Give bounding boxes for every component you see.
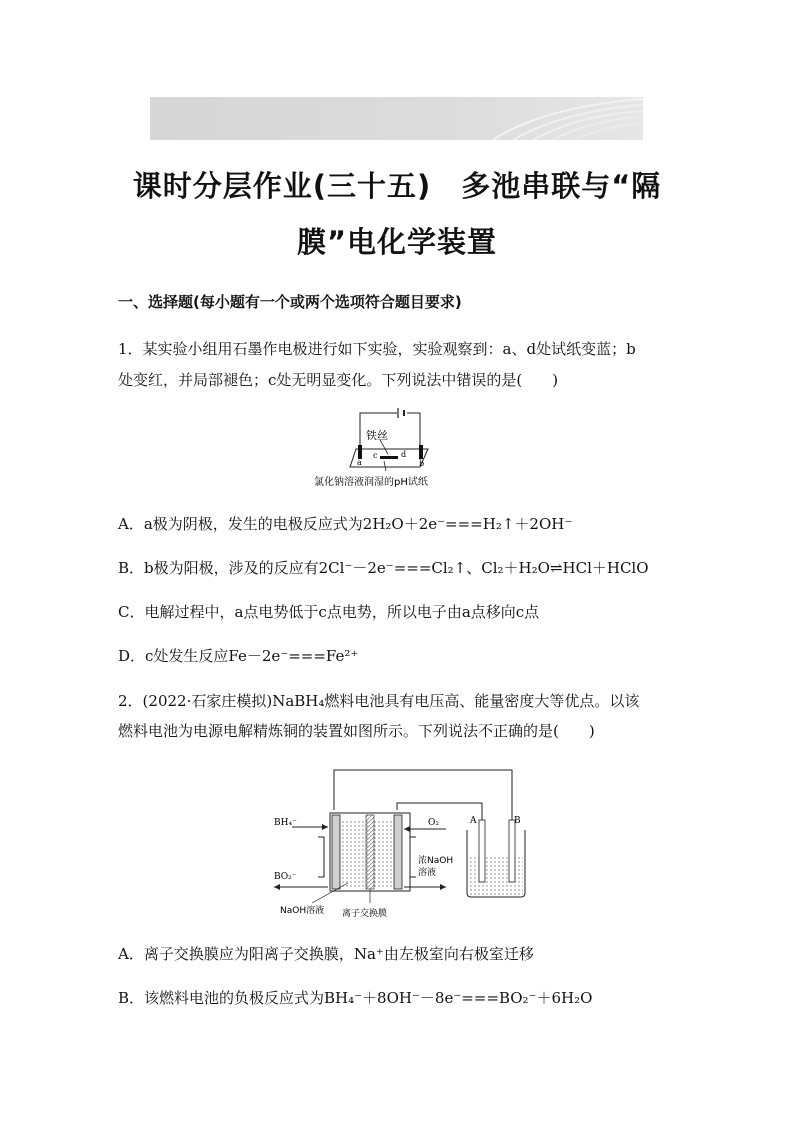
q1-fig-label-b: b <box>419 459 425 468</box>
q1-fig-label-c: c <box>373 451 378 460</box>
q2-stem-line1: 2．(2022·石家庄模拟)NaBH₄燃料电池具有电压高、能量密度大等优点。以该 <box>118 692 640 710</box>
q1-option-a: A．a极为阴极，发生的电极反应式为2H₂O＋2e⁻===H₂↑＋2OH⁻ <box>118 515 573 533</box>
page-title-line2: 膜”电化学装置 <box>296 225 498 259</box>
q2-option-b: B．该燃料电池的负极反应式为BH₄⁻＋8OH⁻－8e⁻===BO₂⁻＋6H₂O <box>118 989 593 1007</box>
q1-fig-caption: 氯化钠溶液润湿的pH试纸 <box>314 477 428 488</box>
q1-fig-iron-wire-label: 铁丝 <box>366 429 388 442</box>
q2-option-a: A．离子交换膜应为阳离子交换膜，Na⁺由左极室向右极室迁移 <box>118 945 534 963</box>
q1-electrolysis-figure <box>300 405 480 490</box>
page-title-line1: 课时分层作业(三十五) 多池串联与“隔 <box>132 169 662 203</box>
q2-fig-solution-label: 溶液 <box>418 868 437 878</box>
q2-fuel-cell-figure <box>262 765 537 925</box>
q1-option-c: C．电解过程中，a点电势低于c点电势，所以电子由a点移向c点 <box>118 603 540 621</box>
header-banner <box>150 97 643 140</box>
banner-swoosh-decoration <box>483 97 643 140</box>
q1-fig-label-a: a <box>357 458 362 467</box>
q1-stem-line1: 1．某实验小组用石墨作电极进行如下实验，实验观察到：a、d处试纸变蓝；b <box>118 340 636 358</box>
q2-fig-bh4-label: BH₄⁻ <box>274 818 297 828</box>
q2-fig-electrode-b-label: B <box>514 816 521 826</box>
q2-fig-bo2-label: BO₂⁻ <box>274 872 297 882</box>
q2-fig-electrode-a-label: A <box>470 816 477 826</box>
q2-stem-line2: 燃料电池为电源电解精炼铜的装置如图所示。下列说法不正确的是( ) <box>118 722 595 740</box>
q1-fig-label-d: d <box>401 450 407 459</box>
q2-fig-conc-naoh-label: 浓NaOH <box>418 856 454 866</box>
q1-option-b: B．b极为阳极，涉及的反应有2Cl⁻－2e⁻===Cl₂↑、Cl₂＋H₂O⇌HCl＋HClO <box>118 559 649 577</box>
q2-fig-membrane-label: 离子交换膜 <box>342 909 388 919</box>
q2-fig-o2-label: O₂ <box>428 818 439 828</box>
q1-stem-line2: 处变红，并局部褪色；c处无明显变化。下列说法中错误的是( ) <box>118 371 559 389</box>
section-heading: 一、选择题(每小题有一个或两个选项符合题目要求) <box>118 293 462 311</box>
q2-fig-naoh-solution-label: NaOH溶液 <box>280 906 325 916</box>
q1-option-d: D．c处发生反应Fe－2e⁻===Fe²⁺ <box>118 647 359 665</box>
